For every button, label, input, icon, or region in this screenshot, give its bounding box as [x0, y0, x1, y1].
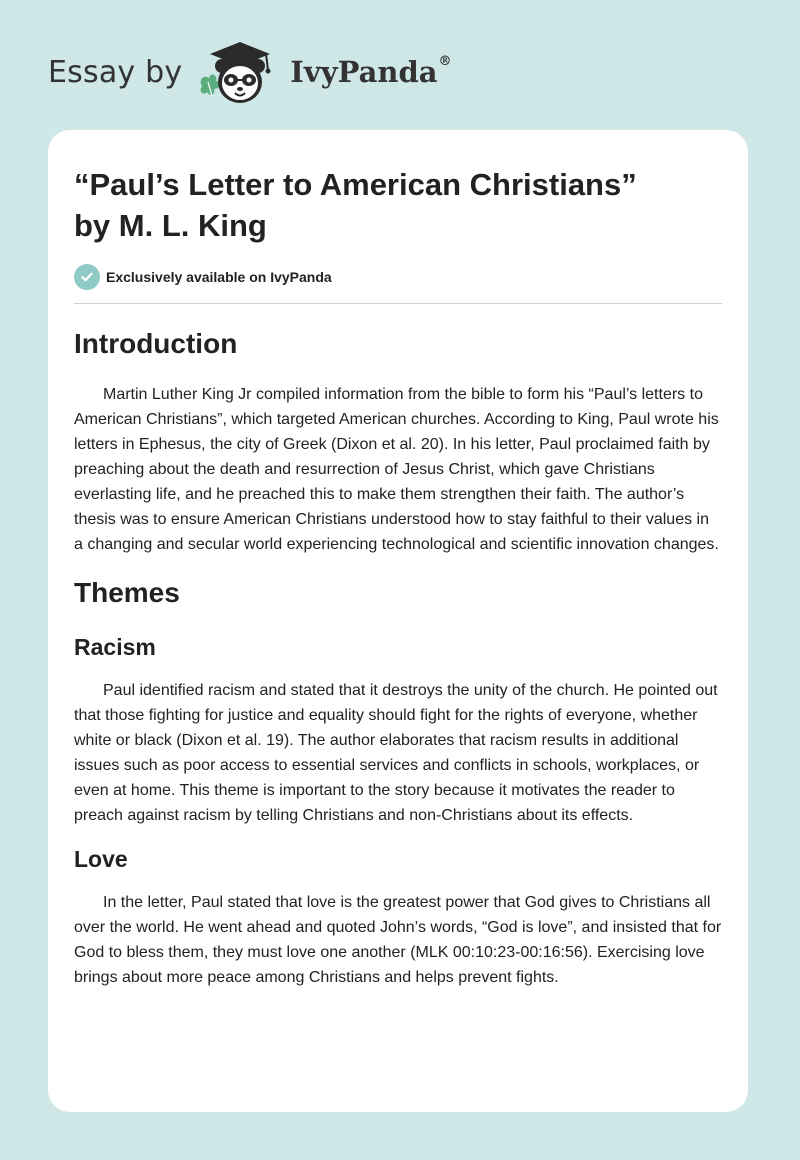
essay-card [48, 130, 748, 1112]
intro-heading: Introduction [74, 328, 238, 359]
love-paragraph: In the letter, Paul stated that love is the greatest power that God gives to Christians all over the world. He went ahead and quoted John’s words, “God is love”, and insisted that for God to bless them, they must love one another (MLK 00:10:23-00:16:56). Exercising love brings about more peace among Christians and helps prevent fights. [74, 894, 722, 986]
racism-paragraph: Paul identified racism and stated that it destroys the unity of the church. He pointed out that those fighting for justice and equality should fight for the rights of everyone, whether white or black (Dixon et al. 19). The author elaborates that racism results in additional issues such as poor access to essential services and conflicts in schools, workplaces, or even at home. This theme is important to the story because it motivates the reader to preach against racism by telling Christians and non-Christians about its effects. [74, 682, 718, 824]
check-icon [74, 264, 100, 290]
title-line-2: by M. L. King [74, 208, 267, 243]
site-header [48, 36, 452, 108]
brand-label: IvyPanda [290, 55, 438, 89]
divider [74, 303, 722, 304]
badge-label: Exclusively available on IvyPanda [106, 269, 332, 285]
ivypanda-logo-icon[interactable] [196, 36, 286, 108]
racism-heading: Racism [74, 634, 156, 660]
themes-heading: Themes [74, 577, 180, 608]
essay-body [74, 320, 722, 990]
brand-name[interactable] [290, 55, 451, 89]
title-line-1: “Paul’s Letter to American Christians” [74, 167, 637, 202]
intro-paragraph: Martin Luther King Jr compiled information from the bible to form his “Paul’s letters to American Christians”, which targeted American churches. According to King, Paul wrote his letters in Ephesus, the city of Greek (Dixon et al. 20). In his letter, Paul proclaimed faith by preaching about the death and resurrection of Jesus Christ, which gave Christians everlasting life, and he preached this to make them strengthen their faith. The author’s thesis was to ensure American Christians understood how to stay faithful to their values in a changing and secular world experiencing technological and scientific innovation changes. [74, 386, 719, 553]
exclusive-badge [74, 264, 332, 290]
registered-mark: ® [438, 54, 452, 70]
essay-by-label: Essay by [48, 54, 183, 90]
love-heading: Love [74, 846, 128, 872]
page-title [74, 164, 714, 246]
